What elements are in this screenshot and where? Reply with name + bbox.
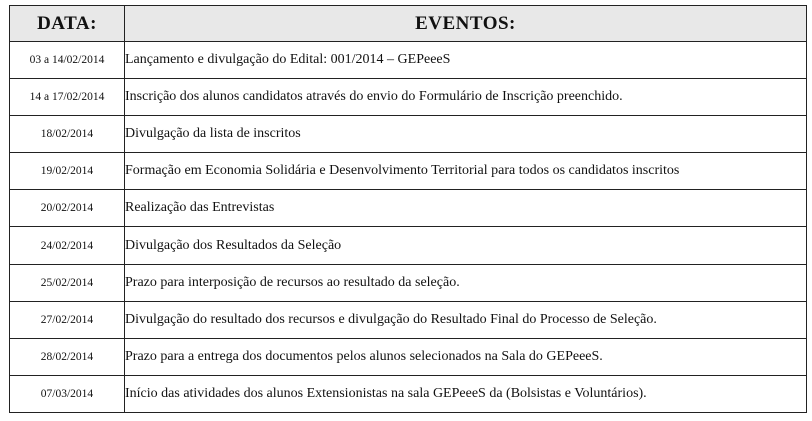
event-cell: Lançamento e divulgação do Edital: 001/2014 – GEPeeeS bbox=[125, 42, 807, 79]
table-row bbox=[10, 338, 807, 375]
date-cell: 20/02/2014 bbox=[10, 190, 125, 227]
events-column-header: EVENTOS: bbox=[125, 6, 807, 42]
table-row bbox=[10, 116, 807, 153]
date-cell: 27/02/2014 bbox=[10, 301, 125, 338]
date-column-header: DATA: bbox=[10, 6, 125, 42]
table-row bbox=[10, 153, 807, 190]
event-cell: Divulgação do resultado dos recursos e divulgação do Resultado Final do Processo de Seleção. bbox=[125, 301, 807, 338]
event-cell: Prazo para a entrega dos documentos pelos alunos selecionados na Sala do GEPeeeS. bbox=[125, 338, 807, 375]
schedule-table bbox=[9, 5, 807, 413]
table-header-row bbox=[10, 6, 807, 42]
event-cell: Formação em Economia Solidária e Desenvolvimento Territorial para todos os candidatos inscritos bbox=[125, 153, 807, 190]
table-row bbox=[10, 227, 807, 264]
date-cell: 28/02/2014 bbox=[10, 338, 125, 375]
event-cell: Inscrição dos alunos candidatos através do envio do Formulário de Inscrição preenchido. bbox=[125, 79, 807, 116]
date-cell: 18/02/2014 bbox=[10, 116, 125, 153]
date-cell: 07/03/2014 bbox=[10, 375, 125, 412]
event-cell: Divulgação da lista de inscritos bbox=[125, 116, 807, 153]
event-cell: Início das atividades dos alunos Extensionistas na sala GEPeeeS da (Bolsistas e Voluntários). bbox=[125, 375, 807, 412]
date-cell: 19/02/2014 bbox=[10, 153, 125, 190]
date-cell: 03 a 14/02/2014 bbox=[10, 42, 125, 79]
event-cell: Realização das Entrevistas bbox=[125, 190, 807, 227]
table-row bbox=[10, 301, 807, 338]
table-row bbox=[10, 79, 807, 116]
event-cell: Prazo para interposição de recursos ao resultado da seleção. bbox=[125, 264, 807, 301]
date-cell: 24/02/2014 bbox=[10, 227, 125, 264]
date-cell: 25/02/2014 bbox=[10, 264, 125, 301]
table-row bbox=[10, 42, 807, 79]
event-cell: Divulgação dos Resultados da Seleção bbox=[125, 227, 807, 264]
table-row bbox=[10, 375, 807, 412]
table-row bbox=[10, 264, 807, 301]
date-cell: 14 a 17/02/2014 bbox=[10, 79, 125, 116]
table-row bbox=[10, 190, 807, 227]
